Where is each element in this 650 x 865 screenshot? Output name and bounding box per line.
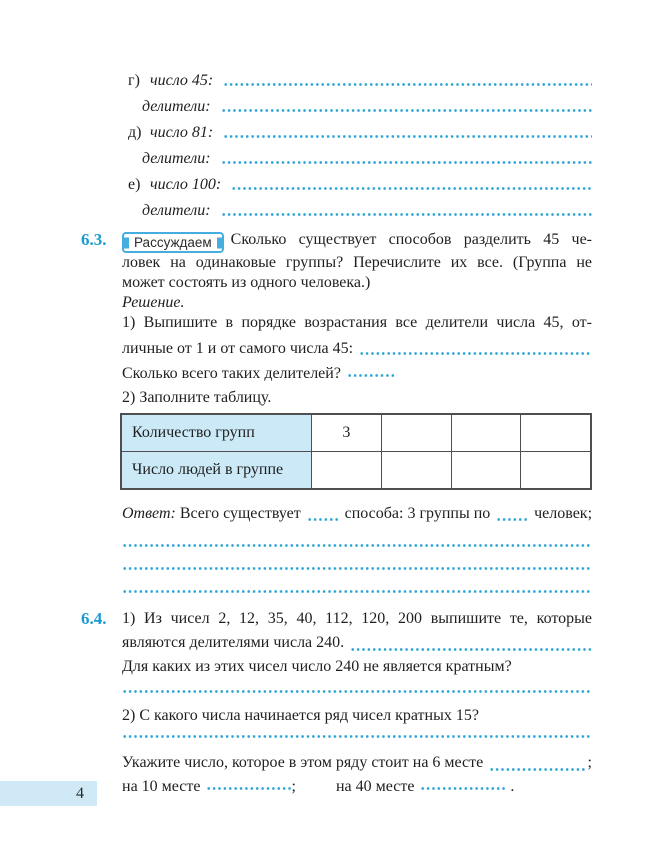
question3-text: Укажите число, которое в этом ряду стоит на 6 месте (122, 754, 484, 771)
step1-line: 1) Выпишите в порядке возрастания все делители числа 45, от- (122, 314, 592, 331)
dotted-blank (223, 82, 592, 87)
dotted-blank (307, 517, 339, 522)
dotted-blank (359, 351, 592, 356)
table-row (121, 414, 591, 452)
question1-answer-line (122, 631, 592, 655)
task-number: 6.4. (81, 609, 107, 628)
dotted-blank (221, 108, 592, 113)
part-name: число 45: (150, 72, 214, 89)
part-item (128, 116, 592, 168)
reasoning-badge (122, 232, 224, 253)
part-name: число 100: (150, 176, 222, 193)
question3-line (122, 751, 592, 775)
exercise-parts (128, 64, 592, 220)
task-6-4 (81, 607, 592, 799)
groups-table (120, 413, 592, 490)
dotted-answer-line (122, 689, 592, 694)
statement-line: ловек на одинаковые группы? Перечислите их все. (Группа не (122, 254, 592, 271)
dotted-blank (347, 373, 397, 378)
part-line (128, 168, 592, 194)
question1-line: 1) Из чисел 2, 12, 35, 40, 112, 120, 200 выпишите те, которые (122, 610, 592, 627)
punctuation: ; (587, 754, 592, 771)
place40-label: на 40 месте (335, 778, 415, 795)
task-number: 6.3. (81, 230, 107, 249)
question3-line2 (122, 775, 592, 799)
dotted-answer-line (122, 566, 592, 571)
step1-text: личные от 1 и от самого числа 45: (122, 340, 354, 357)
row-header: Количество групп (121, 414, 311, 452)
divisor-count-line (122, 364, 592, 384)
part-line (128, 116, 592, 142)
dotted-blank (420, 786, 505, 791)
dotted-answer-line (122, 543, 592, 548)
statement-text: Сколько существует способов разделить 45 че- (230, 231, 592, 248)
divisors-label: делители: (142, 202, 211, 219)
dotted-blank (496, 517, 528, 522)
place10-label: на 10 месте (122, 778, 201, 795)
row-header: Число людей в группе (121, 452, 311, 490)
dotted-blank (221, 212, 592, 217)
punctuation: . (510, 778, 515, 795)
part-subline (142, 90, 592, 116)
table-cell (382, 414, 452, 452)
punctuation: ; (291, 778, 296, 795)
divisors-label: делители: (142, 98, 211, 115)
statement-line (122, 230, 592, 253)
divisors-label: делители: (142, 150, 211, 167)
page-content (81, 64, 593, 799)
dotted-blank (350, 647, 592, 652)
divisor-count-question: Сколько всего таких делителей? (122, 365, 341, 382)
question1-text: являются делителями числа 240. (122, 634, 345, 651)
part-subline (142, 194, 592, 220)
task-6-3 (81, 230, 593, 594)
table-cell: 3 (311, 414, 381, 452)
dotted-blank (223, 134, 592, 139)
part-label: е) (128, 176, 141, 193)
part-label: г) (128, 72, 140, 89)
part-item (128, 64, 592, 116)
question1-followup: Для каких из этих чисел число 240 не является кратным? (122, 658, 512, 675)
dotted-answer-line (122, 734, 592, 739)
table-row (121, 452, 591, 490)
step1-answer-line (122, 339, 592, 359)
statement-line: может состоять из одного человека.) (122, 274, 371, 291)
answer-label: Ответ: (122, 505, 176, 522)
answer-text: человек; (534, 505, 593, 522)
question2-line: 2) С какого числа начинается ряд чисел кратных 15? (122, 707, 479, 724)
part-name: число 81: (150, 124, 214, 141)
table-cell (521, 414, 591, 452)
badge-label: Рассуждаем (134, 235, 212, 250)
table-cell (311, 452, 381, 490)
dotted-blank (489, 767, 585, 772)
part-subline (142, 142, 592, 168)
answer-text: Всего существует (179, 505, 301, 522)
page-number-band (0, 781, 97, 806)
dotted-blank (231, 186, 592, 191)
answer-line (122, 503, 592, 525)
dotted-answer-line (122, 589, 592, 594)
dotted-blank (221, 160, 592, 165)
solution-label: Решение. (122, 294, 185, 311)
answer-text: способа: 3 группы по (344, 505, 491, 522)
part-line (128, 64, 592, 90)
page-number: 4 (76, 785, 84, 802)
dotted-blank (206, 786, 291, 791)
step2-label: 2) Заполните таблицу. (122, 389, 272, 406)
part-item (128, 168, 592, 220)
table-cell (451, 452, 521, 490)
table-cell (451, 414, 521, 452)
table-cell (521, 452, 591, 490)
part-label: д) (128, 124, 142, 141)
table-cell (382, 452, 452, 490)
